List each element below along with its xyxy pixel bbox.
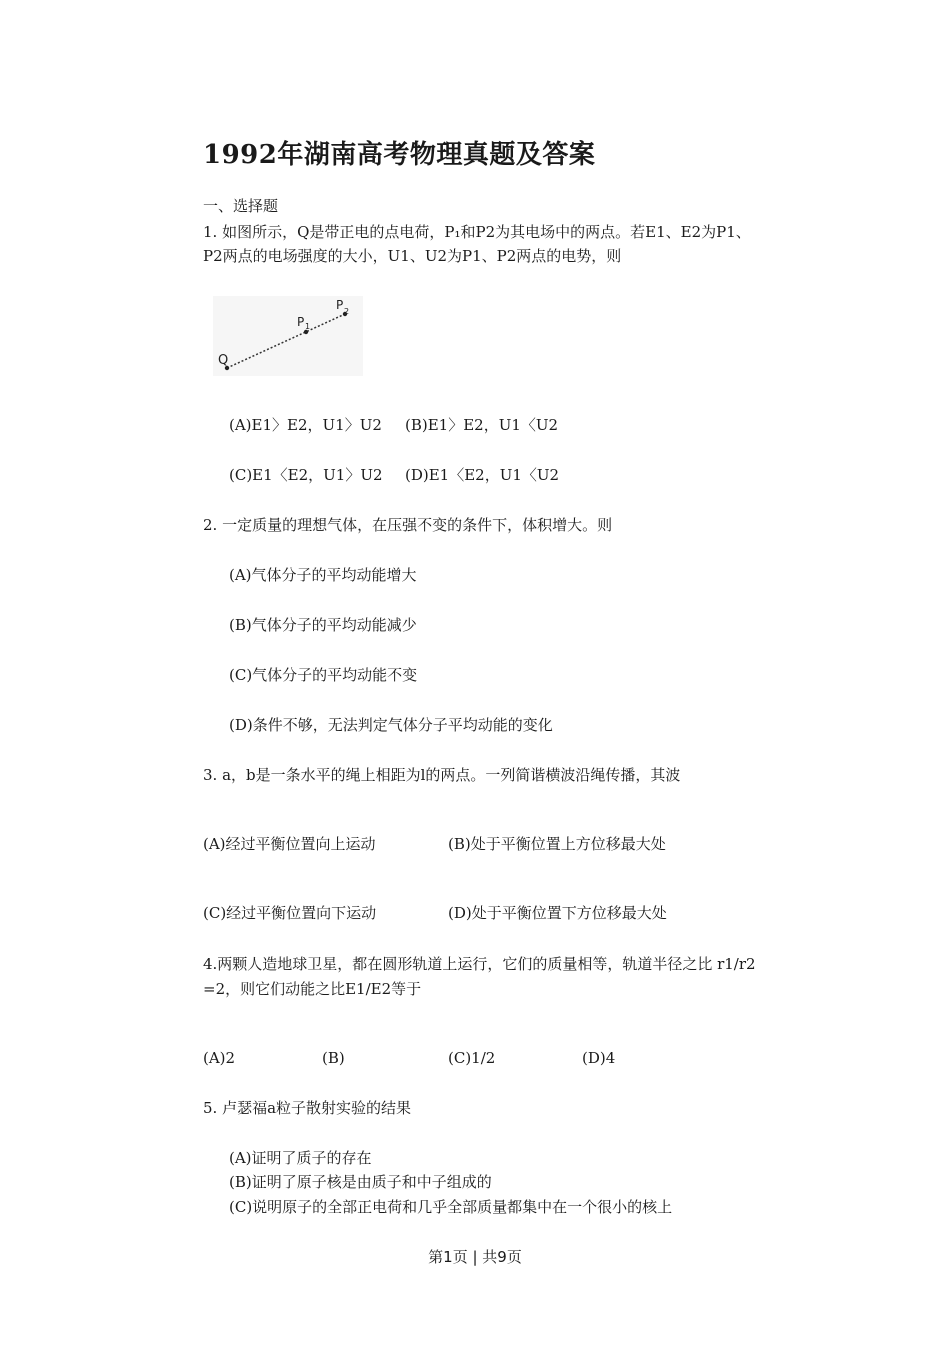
question-3-option-d[interactable]: (D)处于平衡位置下方位移最大处 [448,904,667,922]
question-2-option-b[interactable]: (B)气体分子的平均动能减少 [229,616,417,634]
question-2-option-a[interactable]: (A)气体分子的平均动能增大 [229,566,417,584]
question-3-option-c[interactable]: (C)经过平衡位置向下运动 [203,904,377,922]
question-5-option-a[interactable]: (A)证明了质子的存在 [229,1149,372,1167]
field-line-diagram [213,296,363,376]
question-3-stem: 3. a，b是一条水平的绳上相距为l的两点。一列简谐横波沿绳传播，其波 [203,766,681,784]
question-4-line-2: =2，则它们动能之比E1/E2等于 [203,980,422,998]
question-2-option-c[interactable]: (C)气体分子的平均动能不变 [229,666,418,684]
question-4-option-b[interactable]: (B) [322,1049,345,1067]
page-title: 1992年湖南高考物理真题及答案 [203,140,596,170]
question-2-option-d[interactable]: (D)条件不够，无法判定气体分子平均动能的变化 [229,716,553,734]
question-1-option-b[interactable]: (B)E1〉E2，U1〈U2 [405,416,559,434]
question-4-option-c[interactable]: (C)1/2 [448,1049,496,1067]
label-q: Q [218,353,229,368]
question-5-option-b[interactable]: (B)证明了原子核是由质子和中子组成的 [229,1173,492,1191]
question-4-option-d[interactable]: (D)4 [582,1049,616,1067]
question-4-option-a[interactable]: (A)2 [203,1049,236,1067]
question-5-stem: 5. 卢瑟福a粒子散射实验的结果 [203,1099,412,1117]
section-heading: 一、选择题 [203,197,279,215]
label-p2-sub: 2 [344,307,350,316]
label-p1-sub: 1 [305,322,311,331]
question-1-line-1: 1. 如图所示，Q是带正电的点电荷，P₁和P2为其电场中的两点。若E1、E2为P1、 [203,223,751,241]
question-1-option-c[interactable]: (C)E1〈E2，U1〉U2 [229,466,383,484]
field-line [227,314,345,368]
question-4-line-1: 4.两颗人造地球卫星，都在圆形轨道上运行，它们的质量相等，轨道半径之比 r1/r2 [203,955,756,973]
question-3-option-a[interactable]: (A)经过平衡位置向上运动 [203,835,376,853]
question-5-option-c[interactable]: (C)说明原子的全部正电荷和几乎全部质量都集中在一个很小的核上 [229,1198,673,1216]
question-1-line-2: P2两点的电场强度的大小，U1、U2为P1、P2两点的电势，则 [203,247,622,265]
question-3-option-b[interactable]: (B)处于平衡位置上方位移最大处 [448,835,666,853]
label-p1: P [297,315,305,329]
question-2-stem: 2. 一定质量的理想气体，在压强不变的条件下，体积增大。则 [203,516,613,534]
electric-field-figure [213,296,363,376]
label-p2: P [336,298,344,312]
page-footer: 第1页 | 共9页 [428,1248,522,1266]
question-1-option-d[interactable]: (D)E1〈E2，U1〈U2 [405,466,560,484]
question-1-option-a[interactable]: (A)E1〉E2，U1〉U2 [229,416,382,434]
